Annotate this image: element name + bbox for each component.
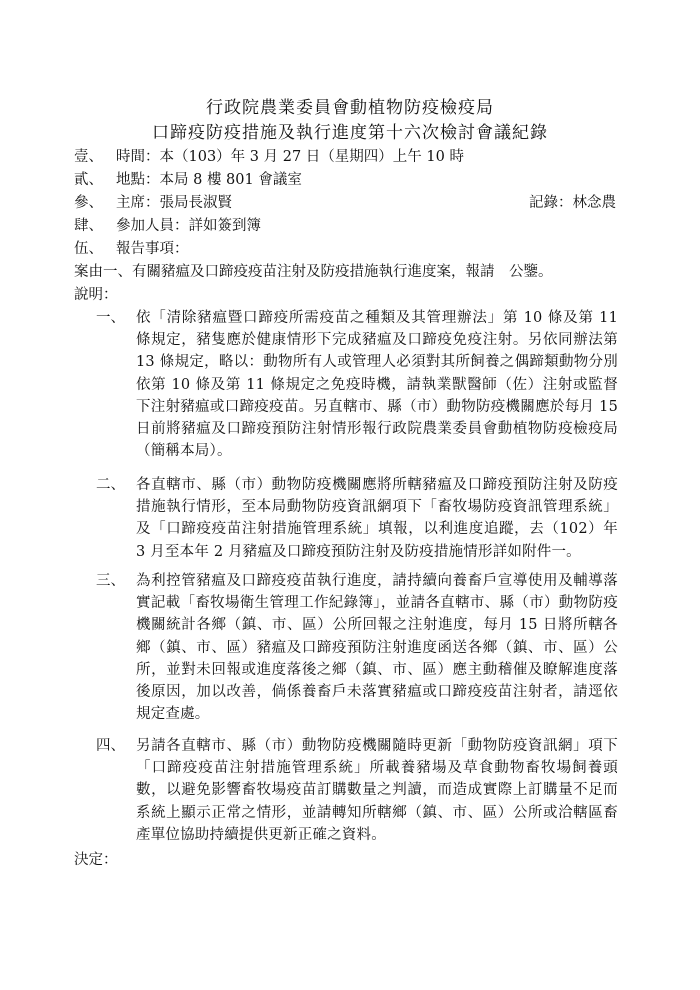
meeting-location: 地點：本局 8 樓 801 會議室 [116,172,302,188]
meeting-attendees: 參加人員：詳如簽到簿 [116,218,261,234]
report-items-heading: 報告事項： [116,241,189,257]
section-number: 伍、 [74,241,103,257]
explanation-item-1: 依「清除豬瘟暨口蹄疫所需疫苗之種類及其管理辦法」第 10 條及第 11 條規定，豬隻應於健康情形下完成豬瘟及口蹄疫免疫注射。另依同辦法第 13 條規定，略以：動物所有人或管理人必須對其所飼養之偶蹄類動物分別依第 10 條及第 11 條規定之免疫時機，請執業獸醫師（佐）注射或監督下注射豬瘟或口蹄疫疫苗。另直轄市、縣（市）動物防疫機關應於每月 15 日前將豬瘟及口蹄疫預防注射情形報行政院農業委員會動植物防疫檢疫局（簡稱本局）。 [136,310,618,460]
explanation-item-3: 為利控管豬瘟及口蹄疫疫苗執行進度，請持續向養畜戶宣導使用及輔導落實記載「畜牧場衛生管理工作紀錄簿」，並請各直轄市、縣（市）動物防疫機關統計各鄉（鎮、市、區）公所回報之注射進度，每月 15 日將所轄各鄉（鎮、市、區）豬瘟及口蹄疫預防注射進度函送各鄉（鎮、市、區）公所，並對未回報或進度落後之鄉（鎮、市、區）應主動稽催及瞭解進度落後原因，加以改善，倘係養畜戶未落實豬瘟或口蹄疫疫苗注射者，請逕依規定查處。 [136,573,618,723]
section-number: 壹、 [74,149,103,165]
document-title: 行政院農業委員會動植物防疫檢疫局 [206,98,494,118]
item-number: 一、 [96,310,125,326]
explanation-item-2: 各直轄市、縣（市）動物防疫機關應將所轄豬瘟及口蹄疫預防注射及防疫措施執行情形，至本局動物防疫資訊網項下「畜牧場防疫資訊管理系統」及「口蹄疫疫苗注射措施管理系統」填報，以利進度追蹤，去（102）年 3 月至本年 2 月豬瘟及口蹄疫預防注射及防疫措施情形詳如附件一。 [136,477,618,560]
section-number: 貳、 [74,172,103,188]
meeting-chair: 主席：張局長淑賢 [116,195,232,211]
document-subtitle: 口蹄疫防疫措施及執行進度第十六次檢討會議紀錄 [152,123,548,143]
item-number: 三、 [96,573,125,589]
item-number: 二、 [96,477,125,493]
meeting-time: 時間：本（103）年 3 月 27 日（星期四）上午 10 時 [116,149,464,165]
explanation-item-4: 另請各直轄市、縣（市）動物防疫機關隨時更新「動物防疫資訊網」項下「口蹄疫疫苗注射措施管理系統」所載養豬場及草食動物畜牧場飼養頭數，以避免影響畜牧場疫苗訂購數量之判讀，而造成實際上訂購量不足而系統上顯示正常之情形，並請轉知所轄鄉（鎮、市、區）公所或洽轄區畜產單位協助持續提供更新正確之資料。 [136,738,618,843]
item-number: 四、 [96,738,125,754]
case-heading: 案由一、有關豬瘟及口蹄疫疫苗注射及防疫措施執行進度案，報請 公鑒。 [74,264,553,280]
decision-label: 決定： [74,852,118,868]
section-number: 參、 [74,195,103,211]
explanation-label: 說明： [74,287,118,303]
section-number: 肆、 [74,218,103,234]
meeting-recorder: 記錄：林念農 [529,195,616,211]
